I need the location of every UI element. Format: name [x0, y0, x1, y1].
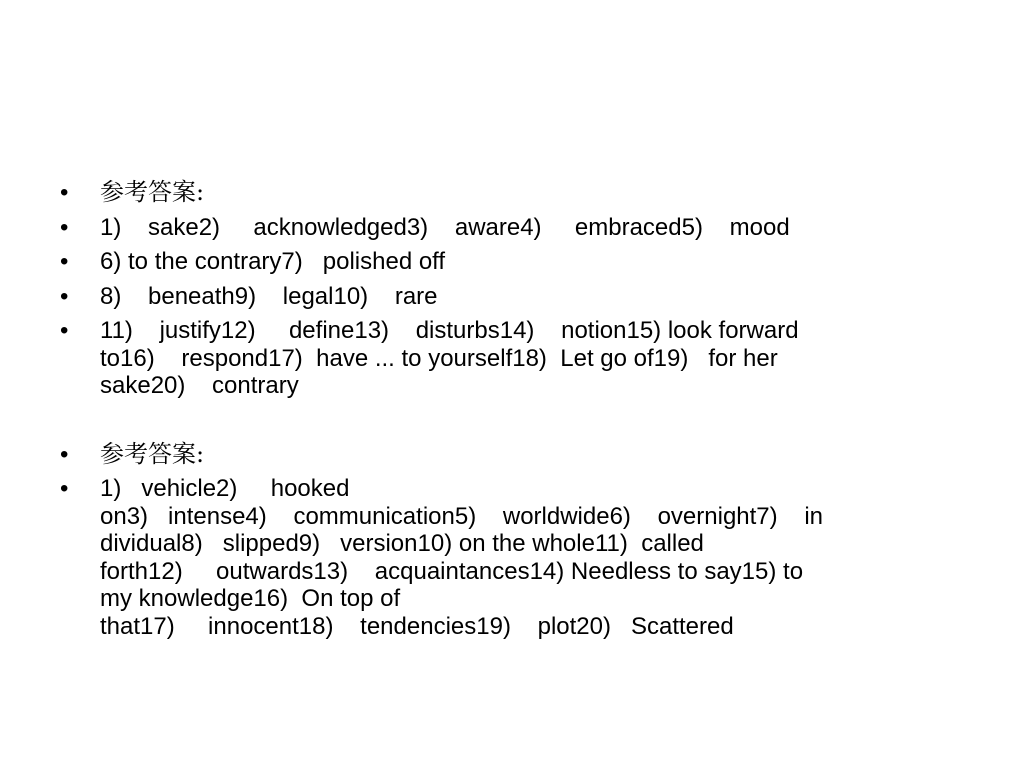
section1-item-1	[56, 214, 966, 242]
answer-text	[100, 317, 966, 400]
answer-line: 8) beneath9) legal10) rare	[100, 282, 438, 310]
section1-item-4	[56, 317, 966, 400]
answer-text	[100, 214, 966, 242]
answer-line: to16) respond17) have ... to yourself18) Let go of19) for her	[100, 344, 778, 372]
answer-line: dividual8) slipped9) version10) on the whole11) called	[100, 530, 704, 557]
answer-line: sake20) contrary	[100, 372, 299, 399]
answer-list	[56, 179, 966, 647]
answer-line: my knowledge16) On top of	[100, 585, 401, 612]
bullet-icon: •	[60, 248, 69, 275]
answer-line: 11) justify12) define13) disturbs14) notion15) look forward	[100, 317, 799, 344]
bullet-icon: •	[60, 317, 69, 344]
section1-item-3	[56, 283, 966, 311]
answer-text	[100, 283, 966, 311]
answer-text	[100, 475, 966, 640]
answer-line: that17) innocent18) tendencies19) plot20) Scattered	[100, 612, 734, 640]
answer-line: forth12) outwards13) acquaintances14) Needless to say15) to	[100, 557, 804, 585]
answer-line: 6) to the contrary7) polished off	[100, 248, 446, 275]
bullet-icon: •	[60, 440, 69, 468]
section2-heading: 参考答案:	[100, 439, 205, 468]
answer-line: 1) vehicle2) hooked	[100, 475, 350, 502]
section1-item-2	[56, 248, 966, 276]
section1-heading: 参考答案:	[100, 178, 205, 206]
bullet-icon: •	[60, 179, 69, 206]
bullet-icon: •	[60, 213, 69, 241]
section2-item-1	[56, 475, 966, 640]
bullet-icon: •	[60, 282, 69, 310]
answer-text	[100, 248, 966, 276]
section2-heading-item	[56, 441, 966, 469]
answer-line: 1) sake2) acknowledged3) aware4) embraced5) mood	[100, 213, 790, 241]
section1-heading-item	[56, 179, 966, 207]
answer-line: on3) intense4) communication5) worldwide6) overnight7) in	[100, 502, 823, 530]
bullet-icon: •	[60, 475, 69, 502]
section-spacer	[56, 407, 966, 441]
